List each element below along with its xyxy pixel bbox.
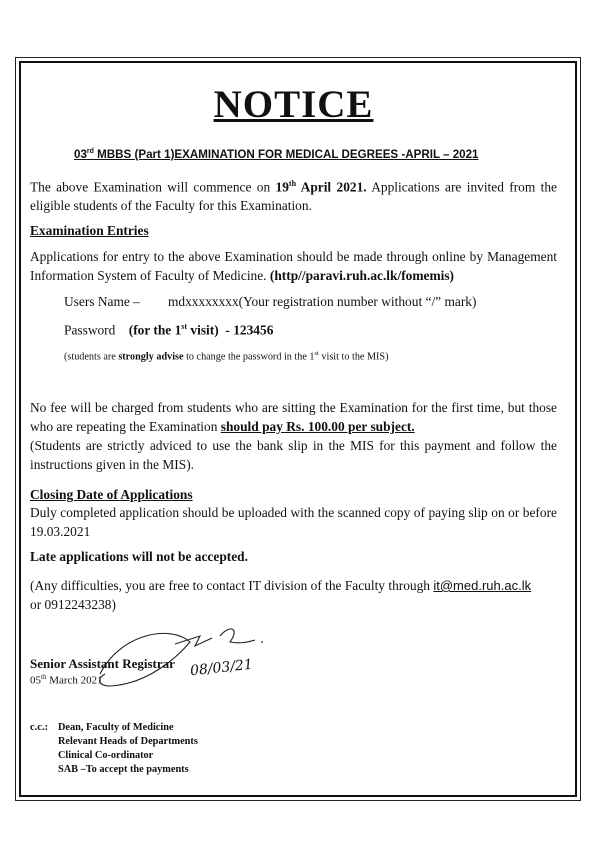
sigdate-rest: March 2021 <box>46 674 103 687</box>
cc-item: Clinical Co-ordinator <box>58 750 154 761</box>
advise-note <box>64 350 389 362</box>
intro-paragraph <box>30 174 557 215</box>
entries-text: Applications for entry to the above Examination should be made through online by Management Information System of Faculty of Medicine. <box>30 249 557 283</box>
fee-paragraph <box>30 398 557 474</box>
sigdate-day: 05 <box>30 674 41 687</box>
password-note-end: visit) <box>187 322 219 338</box>
username-value: mdxxxxxxxx(Your registration number without “/” mark) <box>168 294 477 309</box>
entries-paragraph <box>30 247 557 285</box>
password-note-sup: st <box>181 322 188 331</box>
username-label: Users Name – <box>64 294 140 309</box>
advise-sup: st <box>314 350 319 357</box>
fee-text-2: (Students are strictly adviced to use the bank slip in the MIS for this payment and follow the instructions given in the MIS). <box>30 438 557 472</box>
advise-emphasis: strongly advise <box>118 351 184 363</box>
fee-emphasis: should pay Rs. 100.00 per subject. <box>220 419 415 434</box>
intro-date-sup: th <box>288 179 297 188</box>
handwritten-date: 08/03/21 <box>189 656 254 680</box>
cc-item: Dean, Faculty of Medicine <box>58 722 174 733</box>
contact-paragraph <box>30 576 557 614</box>
advise-text-3: visit to the MIS) <box>318 351 389 363</box>
intro-text-2: Applications are invited from the eligible students of the Faculty for this Examination. <box>30 179 557 214</box>
mis-link[interactable]: (http//paravi.ruh.ac.lk/fomemis) <box>269 268 454 283</box>
subtitle-prefix: 03 <box>74 148 87 161</box>
advise-text: (students are <box>64 351 119 363</box>
intro-date-rest: April 2021. <box>296 179 367 195</box>
notice-title: NOTICE <box>213 83 374 126</box>
subtitle-sup: rd <box>86 148 94 156</box>
password-row <box>64 322 273 338</box>
intro-text: The above Examination will commence on <box>30 179 276 195</box>
signature-scribble <box>80 614 280 694</box>
advise-text-2: to change the password in the 1 <box>183 351 315 363</box>
signature-date <box>30 673 103 687</box>
closing-paragraph: Duly completed application should be uploaded with the scanned copy of paying slip on or before 19.03.2021 <box>30 505 557 539</box>
password-value: - 123456 <box>225 322 274 338</box>
password-label: Password <box>64 322 116 338</box>
exam-subtitle <box>74 148 479 161</box>
late-notice: Late applications will not be accepted. <box>30 549 248 564</box>
sigdate-sup: th <box>41 673 47 681</box>
cc-item: Relevant Heads of Departments <box>58 736 198 747</box>
contact-text: (Any difficulties, you are free to contact IT division of the Faculty through <box>30 578 434 593</box>
contact-phone: or 0912243238) <box>30 597 116 612</box>
cc-label: c.c.: <box>30 722 49 733</box>
entries-heading: Examination Entries <box>30 223 149 238</box>
subtitle-rest: MBBS (Part 1)EXAMINATION FOR MEDICAL DEGREES -APRIL – 2021 <box>93 148 479 161</box>
password-note: (for the 1 <box>128 322 182 338</box>
cc-item: SAB –To accept the payments <box>58 764 189 775</box>
fee-text: No fee will be charged from students who are sitting the Examination for the first time, but those who are repeating the Examination <box>30 400 557 434</box>
contact-email-link[interactable]: it@med.ruh.ac.lk <box>433 578 532 593</box>
signature-title: Senior Assistant Registrar <box>30 656 175 671</box>
intro-date-day: 19 <box>275 179 289 195</box>
closing-heading: Closing Date of Applications <box>30 487 193 502</box>
